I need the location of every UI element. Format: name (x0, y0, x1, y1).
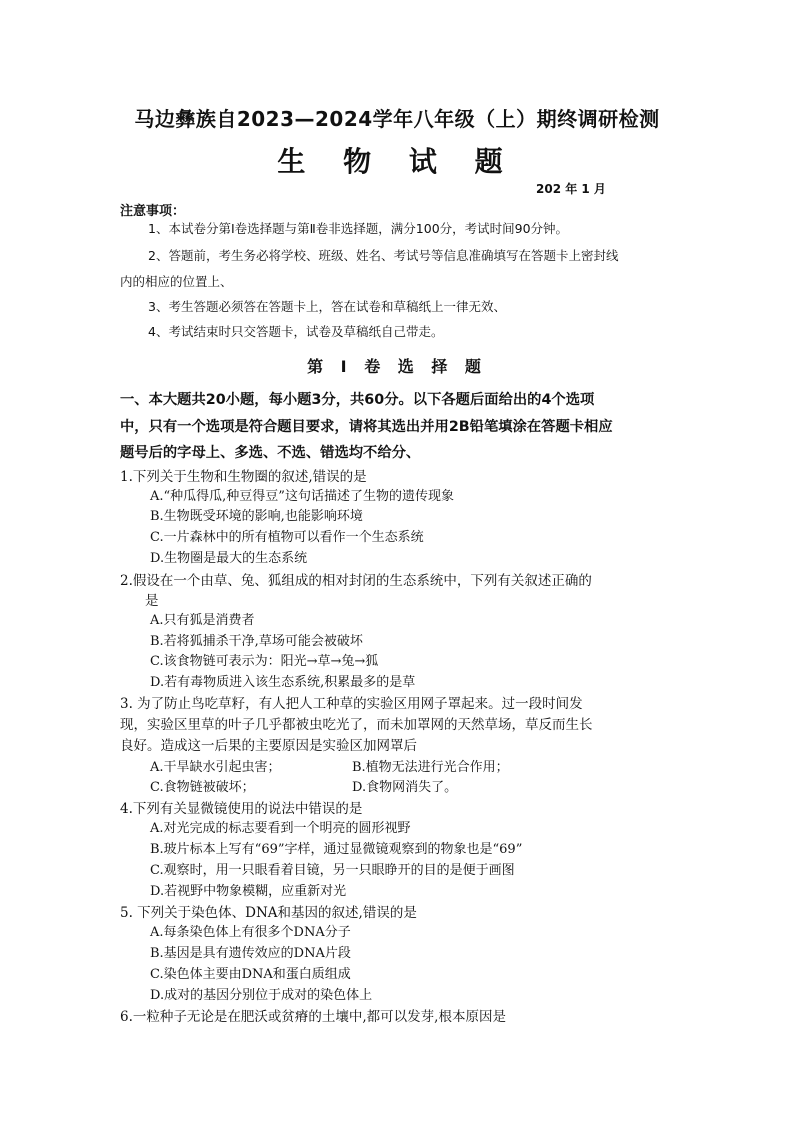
notice-item: 3、考生答题必须答在答题卡上，答在试卷和草稿纸上一律无效、 (148, 299, 506, 314)
option-d: D.若有毒物质进入该生态系统,积累最多的是草 (150, 675, 416, 690)
option-a: A.“种瓜得瓜,种豆得豆”这句话描述了生物的遗传现象 (150, 489, 454, 504)
exam-title: 马边彝族自2023—2024学年八年级（上）期终调研检测 (134, 107, 660, 131)
option-a: A.干旱缺水引起虫害； (150, 760, 281, 775)
option-c: C.一片森林中的所有植物可以看作一个生态系统 (150, 530, 424, 545)
option-a: A.每条染色体上有很多个DNA分子 (150, 925, 351, 940)
option-b: B.若将狐捕杀干净,草场可能会被破坏 (150, 634, 363, 649)
option-b: B.玻片标本上写有“69”字样，通过显微镜观察到的物象也是“69” (150, 842, 523, 857)
instruction-line: 题号后的字母上、多选、不选、错选均不给分、 (120, 445, 421, 461)
option-a: A.对光完成的标志要看到一个明亮的圆形视野 (150, 821, 411, 836)
subject-title: 生 物 试 题 (277, 145, 517, 178)
option-d: D.食物网消失了。 (352, 780, 458, 795)
option-b: B.生物既受环境的影响,也能影响环境 (150, 509, 363, 524)
question-stem: 1.下列关于生物和生物圈的叙述,错误的是 (120, 469, 367, 485)
notice-item: 内的相应的位置上、 (120, 274, 233, 289)
option-c: C.该食物链可表示为：阳光→草→兔→狐 (150, 654, 379, 669)
question-stem: 5. 下列关于染色体、DNA和基因的叙述,错误的是 (120, 905, 417, 921)
notice-item: 1、本试卷分第Ⅰ卷选择题与第Ⅱ卷非选择题，满分100分，考试时间90分钟。 (148, 221, 569, 236)
notice-heading: 注意事项： (120, 204, 186, 219)
section-title: 第 Ⅰ 卷 选 择 题 (307, 357, 487, 376)
question-stem-cont: 良好。造成这一后果的主要原因是实验区加网罩后 (120, 738, 417, 754)
option-d: D.成对的基因分别位于成对的染色体上 (150, 988, 373, 1003)
exam-date: 202 年 1 月 (536, 182, 606, 196)
option-d: D.若视野中物象模糊，应重新对光 (150, 884, 347, 899)
option-c: C.食物链被破坏； (150, 780, 255, 795)
notice-item: 2、答题前，考生务必将学校、班级、姓名、考试号等信息准确填写在答题卡上密封线 (148, 248, 619, 263)
option-b: B.植物无法进行光合作用； (352, 760, 509, 775)
option-b: B.基因是具有遗传效应的DNA片段 (150, 946, 351, 961)
question-stem-cont: 现，实验区里草的叶子几乎都被虫吃光了，而未加罩网的天然草场，草反而生长 (120, 717, 593, 733)
option-c: C.观察时，用一只眼看着目镜，另一只眼睁开的目的是便于画图 (150, 863, 515, 878)
question-stem: 6.一粒种子无论是在肥沃或贫瘠的土壤中,都可以发芽,根本原因是 (120, 1009, 506, 1025)
instruction-line: 一、本大题共20小题，每小题3分，共60分。以下各题后面给出的4个选项 (120, 392, 595, 408)
question-stem: 2.假设在一个由草、兔、狐组成的相对封闭的生态系统中，下列有关叙述正确的 (120, 573, 592, 589)
instruction-line: 中，只有一个选项是符合题目要求，请将其选出并用2B铅笔填涂在答题卡相应 (120, 419, 613, 435)
notice-item: 4、考试结束时只交答题卡，试卷及草稿纸自己带走。 (148, 324, 444, 339)
question-stem: 4.下列有关显微镜使用的说法中错误的是 (120, 801, 363, 817)
question-stem-cont: 是 (145, 593, 159, 609)
option-a: A.只有狐是消费者 (150, 613, 255, 628)
option-d: D.生物圈是最大的生态系统 (150, 551, 308, 566)
option-c: C.染色体主要由DNA和蛋白质组成 (150, 967, 351, 982)
question-stem: 3. 为了防止鸟吃草籽，有人把人工种草的实验区用网子罩起来。过一段时间发 (120, 696, 583, 712)
